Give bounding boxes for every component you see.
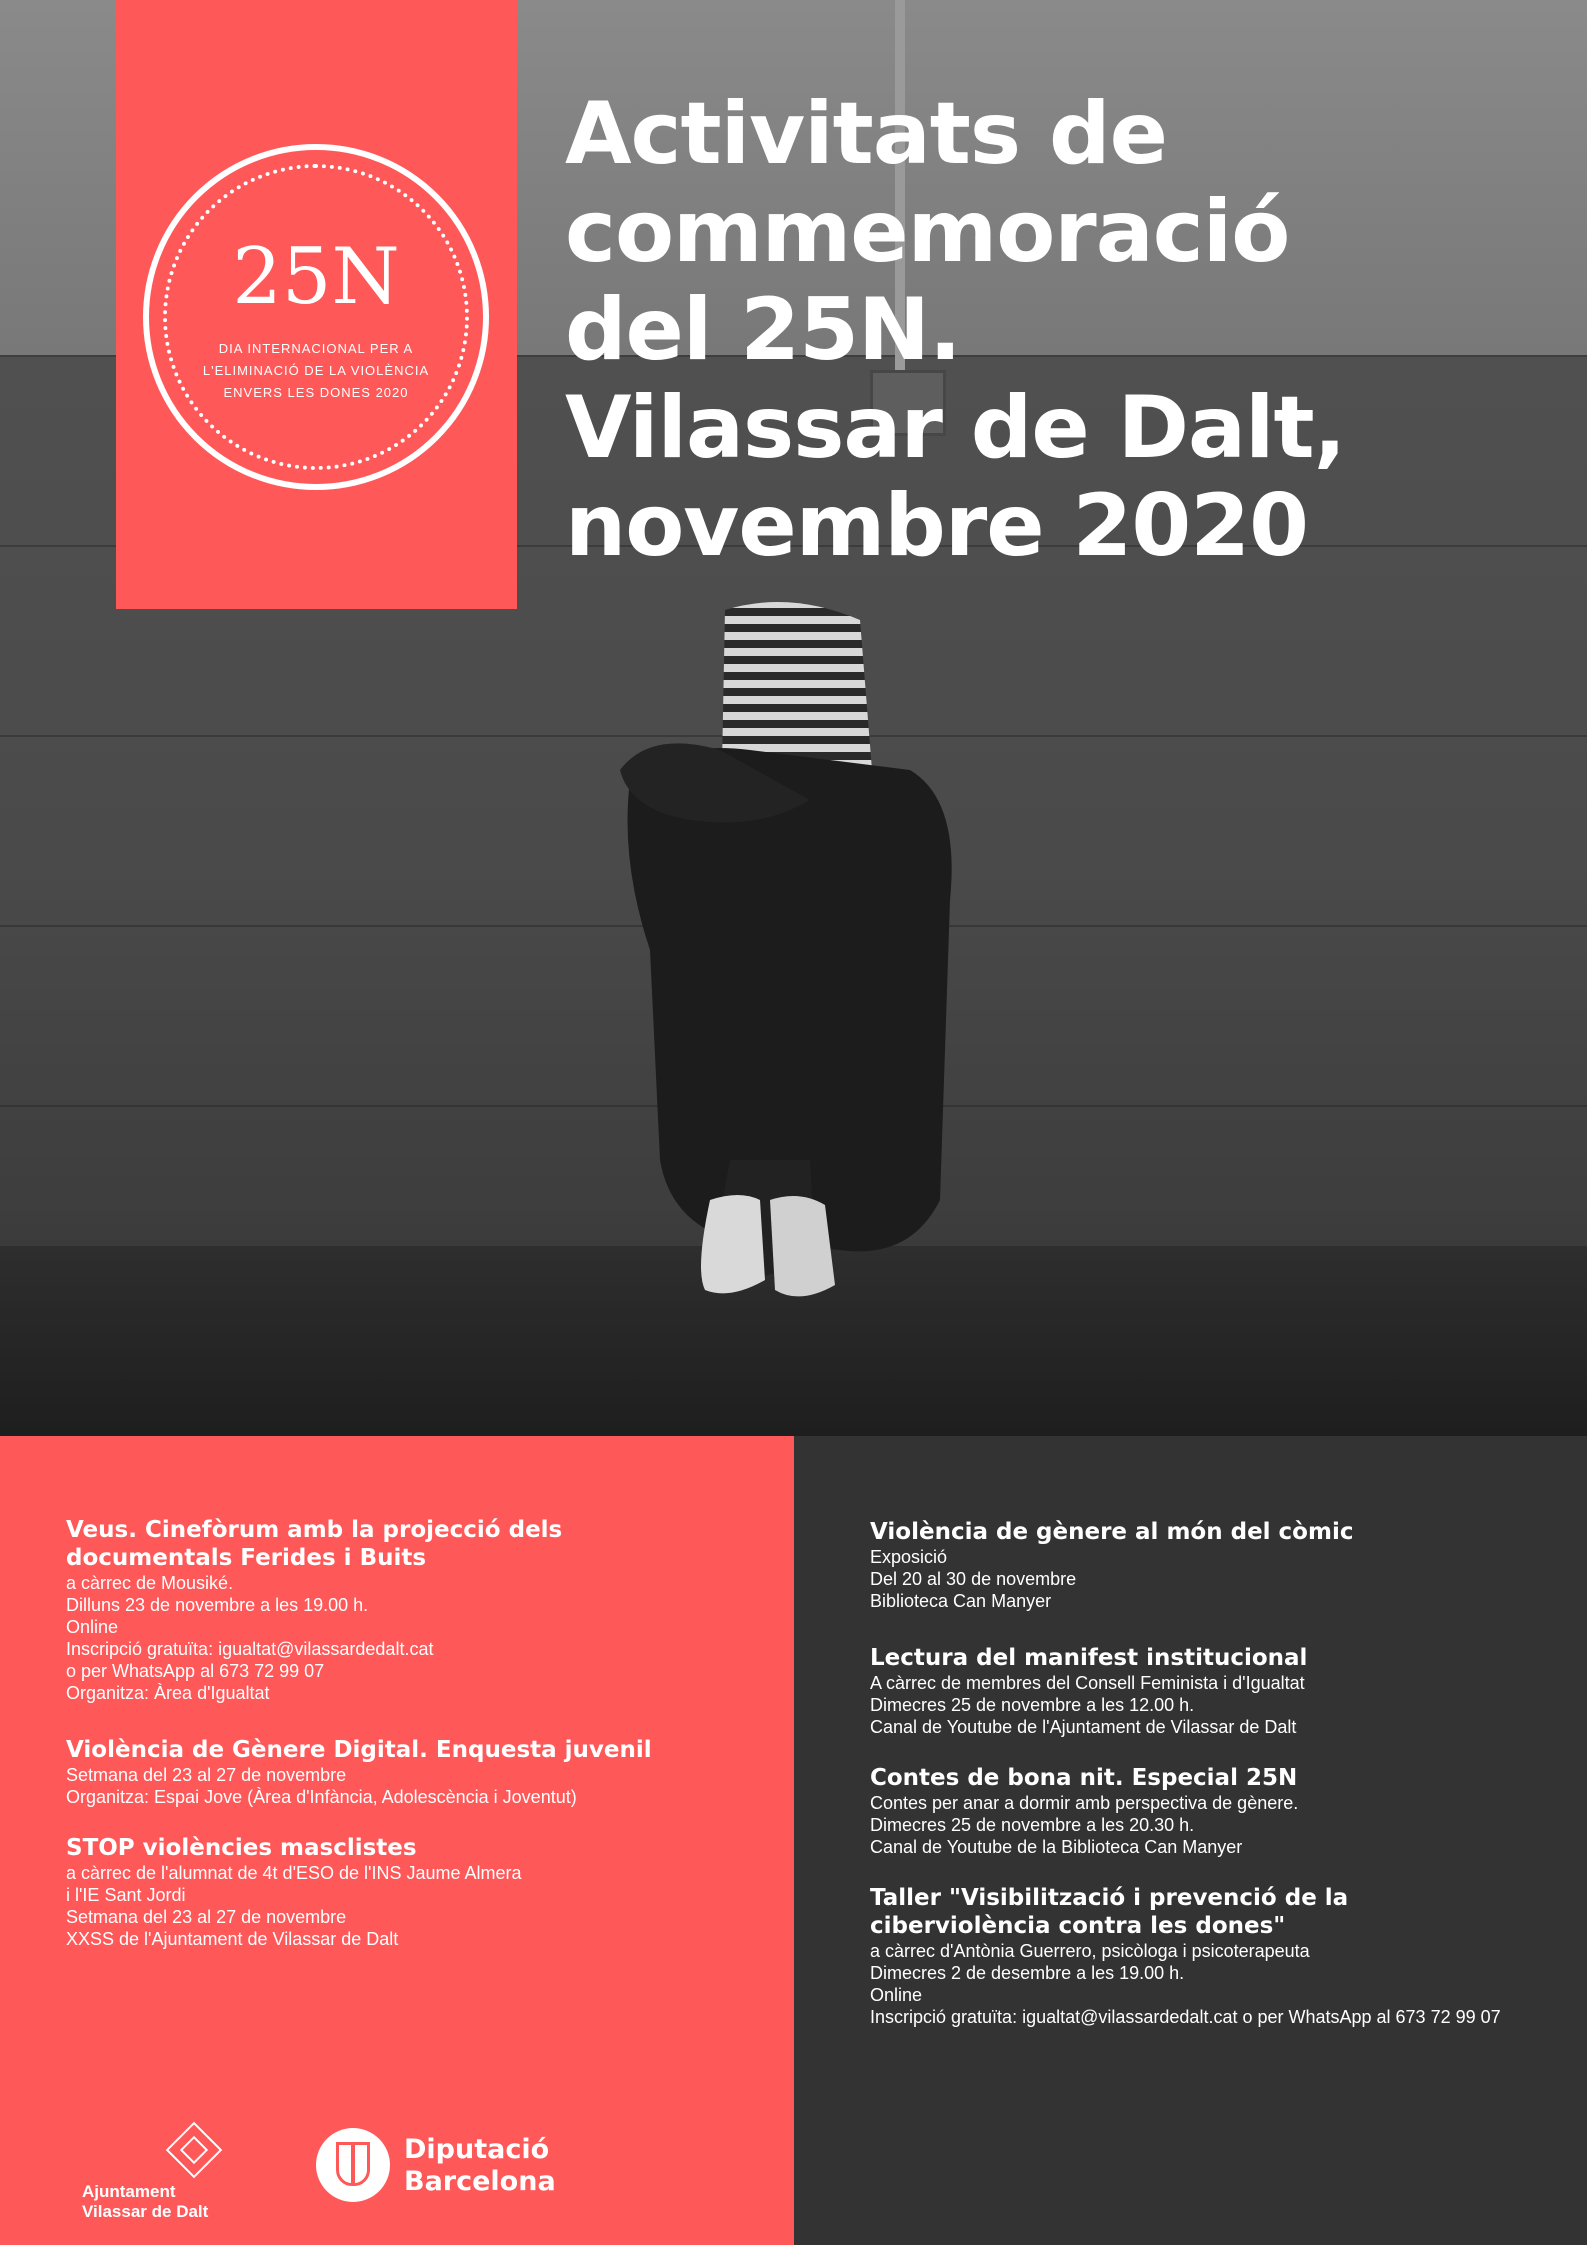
event-line: Biblioteca Can Manyer [870, 1591, 1052, 1611]
event-line: Organitza: Espai Jove (Àrea d'Infància, Adolescència i Joventut) [66, 1787, 577, 1807]
diputacio-name: Diputació Barcelona [404, 2134, 556, 2197]
event-manifest [870, 1644, 1550, 1738]
event-line: Inscripció gratuïta: igualtat@vilassardedalt.cat o per WhatsApp al 673 72 99 07 [870, 2007, 1501, 2027]
event-title: Violència de gènere al món del còmic [870, 1519, 1354, 1545]
event-line: a càrrec de Mousiké. [66, 1573, 234, 1593]
diputacio-emblem-icon [316, 2128, 390, 2202]
diputacio-logo [316, 2128, 596, 2218]
event-title: Violència de Gènere Digital. Enquesta juvenil [66, 1737, 652, 1763]
title-line: del 25N. [565, 280, 961, 380]
event-line: a càrrec de l'alumnat de 4t d'ESO de l'INS Jaume Almera [66, 1863, 522, 1883]
sponsor-logos [0, 2120, 794, 2230]
ajuntament-name: Ajuntament Vilassar de Dalt [82, 2182, 209, 2221]
event-title: Veus. Cinefòrum amb la projecció dels documentals Ferides i Buits [66, 1517, 563, 1571]
title-line: novembre 2020 [565, 476, 1308, 576]
event-line: Contes per anar a dormir amb perspectiva de gènere. [870, 1793, 1299, 1813]
event-line: Organitza: Àrea d'Igualtat [66, 1683, 270, 1703]
event-title: Taller "Visibilització i prevenció de la ciberviolència contra les dones" [870, 1885, 1349, 1939]
title-line: Vilassar de Dalt, [565, 378, 1346, 478]
seal-number: 25N [232, 232, 400, 322]
ajuntament-crest-icon [166, 2122, 223, 2179]
event-line: a càrrec d'Antònia Guerrero, psicòloga i psicoterapeuta [870, 1941, 1310, 1961]
title-line: commemoració [565, 182, 1290, 282]
event-line: XXSS de l'Ajuntament de Vilassar de Dalt [66, 1929, 399, 1949]
event-cineforum [66, 1516, 706, 1704]
event-taller [870, 1884, 1550, 2028]
event-stop [66, 1834, 766, 1950]
event-line: o per WhatsApp al 673 72 99 07 [66, 1661, 325, 1681]
event-line: Canal de Youtube de la Biblioteca Can Manyer [870, 1837, 1243, 1857]
event-line: Inscripció gratuïta: igualtat@vilassardedalt.cat [66, 1639, 434, 1659]
event-comic [870, 1518, 1550, 1612]
seal-text: DIA INTERNACIONAL PER A L'ELIMINACIÓ DE LA VIOLÈNCIA ENVERS LES DONES 2020 [202, 341, 430, 400]
event-line: Exposició [870, 1547, 948, 1567]
title-line: Activitats de [565, 84, 1167, 184]
event-line: Setmana del 23 al 27 de novembre [66, 1907, 347, 1927]
event-line: Setmana del 23 al 27 de novembre [66, 1765, 347, 1785]
event-line: Online [66, 1617, 119, 1637]
event-title: Contes de bona nit. Especial 25N [870, 1765, 1298, 1791]
event-title: Lectura del manifest institucional [870, 1645, 1308, 1671]
ajuntament-logo [82, 2130, 242, 2220]
poster-title [565, 85, 1545, 575]
25n-seal [143, 144, 489, 490]
sitting-person-figure [610, 600, 970, 1300]
event-line: Online [870, 1985, 923, 2005]
event-line: Dilluns 23 de novembre a les 19.00 h. [66, 1595, 369, 1615]
event-line: Canal de Youtube de l'Ajuntament de Vilassar de Dalt [870, 1717, 1297, 1737]
event-title: STOP violències masclistes [66, 1835, 417, 1861]
event-contes [870, 1764, 1550, 1858]
event-line: Del 20 al 30 de novembre [870, 1569, 1077, 1589]
event-enquesta [66, 1736, 766, 1808]
event-line: Dimecres 2 de desembre a les 19.00 h. [870, 1963, 1185, 1983]
event-line: Dimecres 25 de novembre a les 12.00 h. [870, 1695, 1195, 1715]
event-line: i l'IE Sant Jordi [66, 1885, 186, 1905]
event-line: A càrrec de membres del Consell Feminista i d'Igualtat [870, 1673, 1305, 1693]
event-line: Dimecres 25 de novembre a les 20.30 h. [870, 1815, 1195, 1835]
